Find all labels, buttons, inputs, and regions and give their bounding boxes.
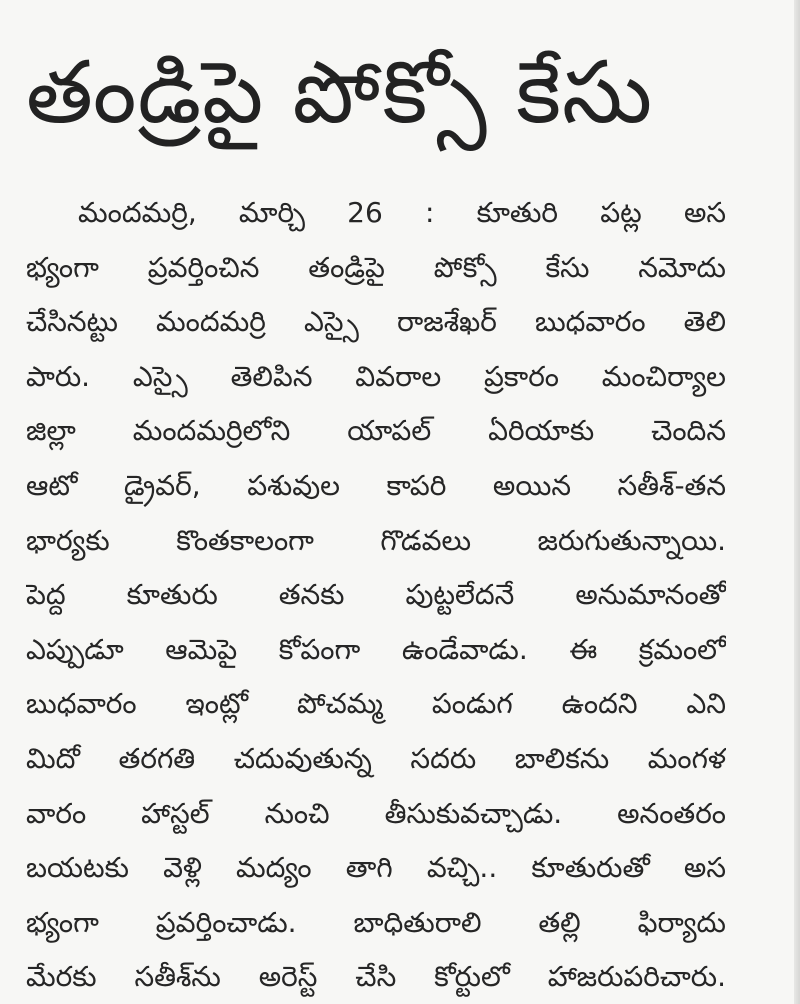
- article-line-5: జిల్లా మందమర్రిలోని యాపల్ ఏరియాకు చెందిన: [26, 414, 726, 448]
- article-line-9: ఎప్పుడూ ఆమెపై కోపంగా ఉండేవాడు. ఈ క్రమంలో: [26, 632, 726, 666]
- article-line-3: చేసినట్టు మందమర్రి ఎస్సై రాజశేఖర్ బుధవారం తెలి: [26, 305, 726, 339]
- article-line-13: బయటకు వెళ్లి మద్యం తాగి వచ్చి.. కూతురుతో అస: [26, 851, 726, 885]
- article-line-12: వారం హాస్టల్ నుంచి తీసుకువచ్చాడు. అనంతరం: [26, 796, 726, 830]
- article-line-6: ఆటో డ్రైవర్, పశువుల కాపరి అయిన సతీశ్-తన: [26, 468, 726, 502]
- headline: తండ్రిపై పోక్సో కేసు: [26, 43, 654, 143]
- article-line-8: పెద్ద కూతురు తనకు పుట్టలేదనే అనుమానంతో: [26, 578, 726, 612]
- article-line-2: భ్యంగా ప్రవర్తించిన తండ్రిపై పోక్సో కేసు నమోదు: [26, 250, 726, 284]
- article-line-14: భ్యంగా ప్రవర్తించాడు. బాధితురాలి తల్లి ఫిర్యాదు: [26, 905, 726, 939]
- article-line-15: మేరకు సతీశ్‌ను అరెస్ట్ చేసి కోర్టులో హాజరుపరిచారు.: [26, 960, 726, 994]
- article-line-10: బుధవారం ఇంట్లో పోచమ్మ పండుగ ఉందని ఎని: [26, 687, 726, 721]
- article-line-4: పారు. ఎస్సై తెలిపిన వివరాల ప్రకారం మంచిర్యాల: [26, 359, 726, 393]
- article-body: [26, 186, 726, 1004]
- page-edge-shadow: [794, 0, 800, 1004]
- article-line-11: మిదో తరగతి చదువుతున్న సదరు బాలికను మంగళ: [26, 741, 726, 775]
- article-line-1: మందమర్రి, మార్చి 26 : కూతురి పట్ల అస: [78, 196, 726, 229]
- article-line-7: భార్యకు కొంతకాలంగా గొడవలు జరుగుతున్నాయి.: [26, 523, 726, 557]
